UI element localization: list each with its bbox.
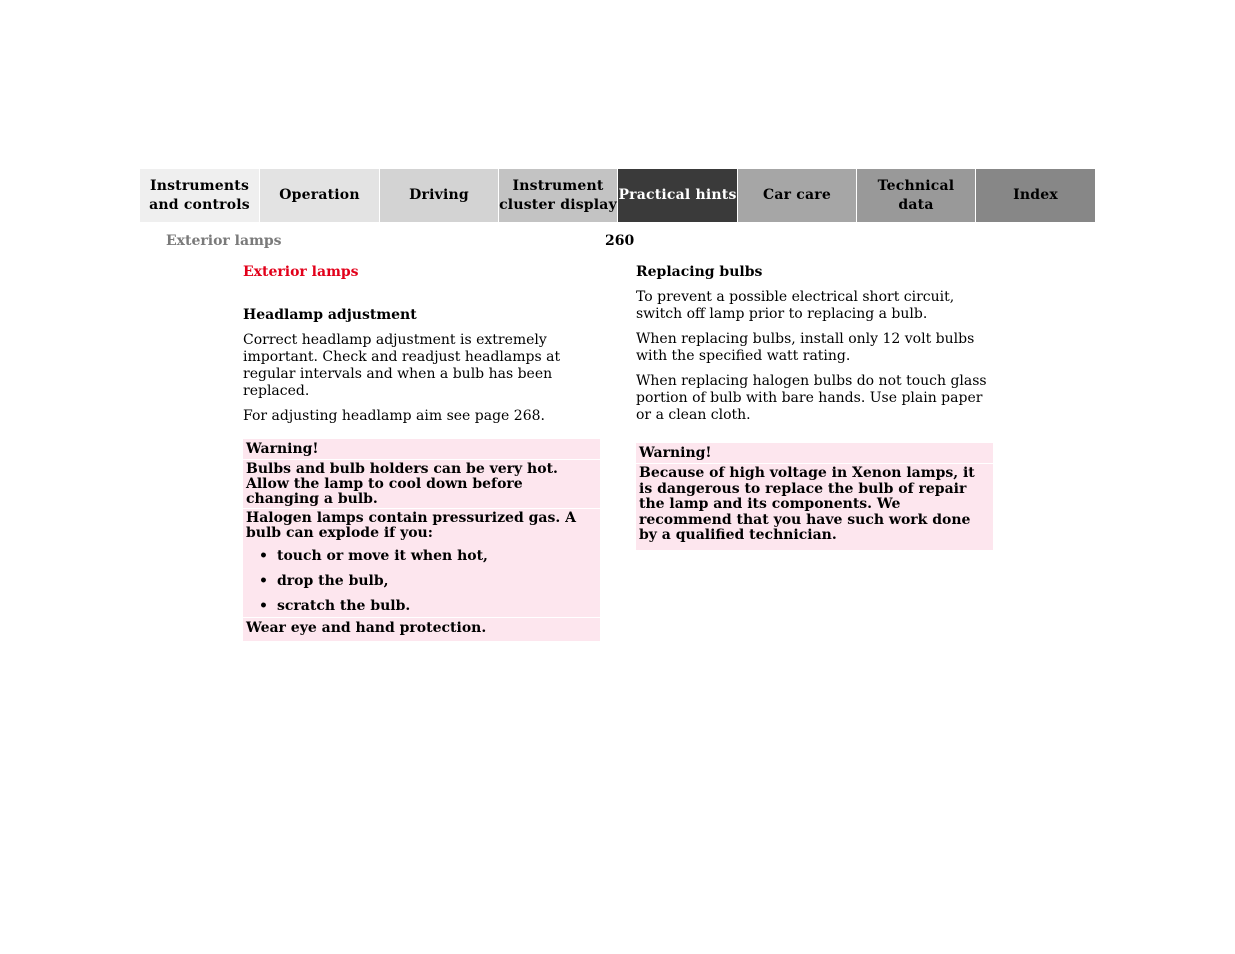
bullet-icon: •	[259, 598, 268, 614]
tab-car-care[interactable]: Car care	[738, 169, 857, 222]
tab-index[interactable]: Index	[976, 169, 1095, 222]
volt-bulbs-text: When replacing bulbs, install only 12 volt bulbs with the specified watt rating.	[636, 331, 975, 364]
headlamp-adjustment-heading: Headlamp adjustment	[243, 307, 417, 323]
halogen-handling-text: When replacing halogen bulbs do not touch glass portion of bulb with bare hands. Use plain paper or a clean cloth.	[636, 373, 987, 423]
list-item	[246, 549, 597, 564]
bullet-icon: •	[259, 573, 268, 589]
section-label: Exterior lamps	[166, 233, 282, 249]
warning-title: Warning!	[636, 443, 993, 464]
page-title: Exterior lamps	[243, 264, 359, 280]
tab-instruments-and-controls[interactable]: Instruments and controls	[140, 169, 260, 222]
list-item	[246, 574, 597, 589]
short-circuit-text: To prevent a possible electrical short circuit, switch off lamp prior to replacing a bulb.	[636, 289, 955, 322]
right-column	[636, 264, 993, 550]
warning-protection-text: Wear eye and hand protection.	[246, 620, 487, 636]
tab-instrument-cluster-display[interactable]: Instrument cluster display	[499, 169, 618, 222]
replacing-bulbs-heading: Replacing bulbs	[636, 264, 763, 280]
warning-bullet-list	[246, 549, 597, 614]
warning-pressurized-gas-text: Halogen lamps contain pressurized gas. A bulb can explode if you:	[246, 510, 576, 541]
warning-box-xenon	[636, 443, 993, 550]
chapter-tab-bar	[140, 169, 1095, 222]
tab-driving[interactable]: Driving	[380, 169, 499, 222]
list-item	[246, 599, 597, 614]
list-item-text: touch or move it when hot,	[277, 548, 488, 564]
page-number: 260	[605, 233, 635, 249]
warning-hot-bulbs-text: Bulbs and bulb holders can be very hot. Allow the lamp to cool down before changing a bulb.	[243, 460, 600, 509]
warning-xenon-text: Because of high voltage in Xenon lamps, it is dangerous to replace the bulb of repair the lamp and its components. We recommend that you have such work done by a qualified technician.	[639, 465, 975, 543]
list-item-text: drop the bulb,	[277, 573, 389, 589]
headlamp-adjustment-text: Correct headlamp adjustment is extremely important. Check and readjust headlamps at regular intervals and when a bulb has been replaced.	[243, 332, 561, 399]
tab-technical-data[interactable]: Technical data	[857, 169, 976, 222]
bullet-icon: •	[259, 548, 268, 564]
list-item-text: scratch the bulb.	[277, 598, 411, 614]
warning-box-hot-bulbs	[243, 439, 600, 641]
tab-practical-hints[interactable]: Practical hints	[618, 169, 738, 222]
warning-title: Warning!	[243, 439, 600, 460]
warning-pressurized-gas	[243, 509, 600, 618]
tab-operation[interactable]: Operation	[260, 169, 380, 222]
left-column	[243, 264, 600, 641]
headlamp-aim-reference: For adjusting headlamp aim see page 268.	[243, 408, 545, 424]
